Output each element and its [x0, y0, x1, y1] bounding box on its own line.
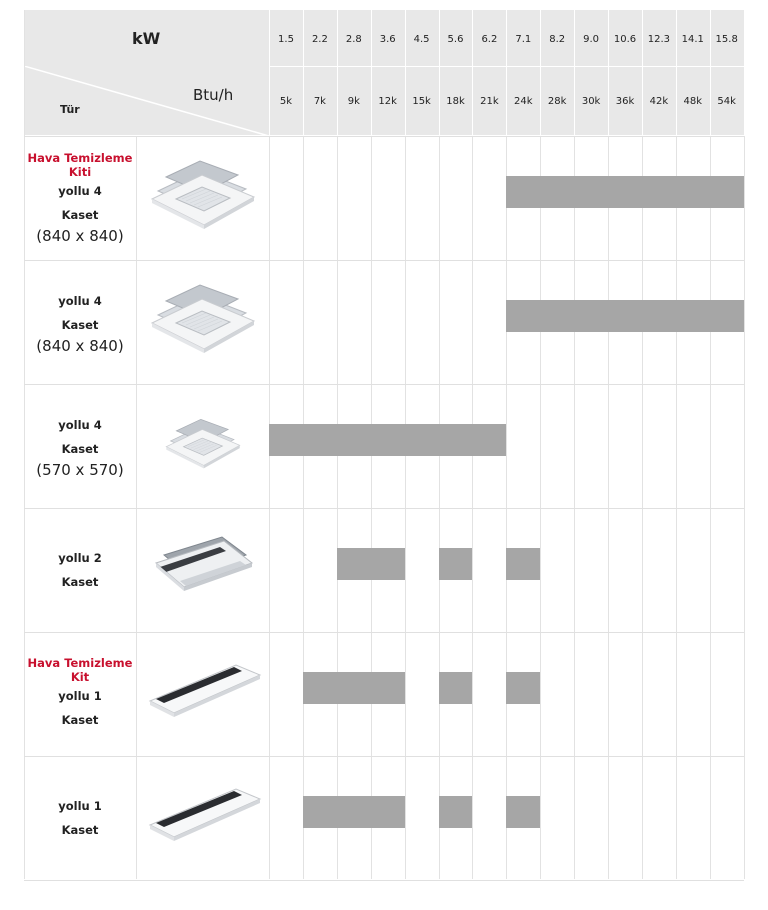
kw-tick-label: 3.6 — [379, 34, 396, 45]
kw-tick-label: 14.1 — [681, 34, 704, 45]
kw-tick-label: 9.0 — [583, 34, 600, 45]
btu-tick-label: 28k — [547, 96, 567, 107]
kw-tick-label: 6.2 — [481, 34, 498, 45]
btu-label: Btu/h — [193, 86, 234, 104]
kw-tick-label: 2.8 — [345, 34, 362, 45]
capacity-range-bar — [303, 796, 405, 828]
1-way-cassette-icon — [138, 763, 268, 873]
unit-type-label: yollu 4 — [58, 418, 102, 432]
type-label: Tür — [60, 103, 80, 116]
capacity-range-bar — [506, 548, 540, 580]
grid-hline — [24, 508, 744, 509]
grid-hline — [24, 756, 744, 757]
unit-type-label: Kaset — [61, 208, 99, 222]
kw-tick-label: 12.3 — [647, 34, 671, 45]
grid-hline — [24, 260, 744, 261]
btu-tick-label: 36k — [615, 96, 635, 107]
kit-label: Kiti — [68, 165, 92, 179]
btu-tick-label: 30k — [581, 96, 601, 107]
grid-hline-header — [269, 66, 744, 67]
capacity-range-bar — [506, 672, 540, 704]
btu-tick-label: 42k — [649, 96, 669, 107]
kit-label: Hava Temizleme — [27, 656, 133, 670]
unit-size-label: (840 x 840) — [36, 227, 124, 245]
grid-hline — [24, 136, 744, 137]
kw-tick-label: 1.5 — [278, 34, 294, 45]
grid-hline — [24, 880, 744, 881]
unit-type-label: yollu 2 — [58, 551, 102, 565]
btu-tick-label: 21k — [480, 96, 499, 107]
kw-tick-label: 7.1 — [515, 34, 532, 45]
btu-tick-label: 54k — [717, 96, 736, 107]
unit-type-label: Kaset — [61, 713, 99, 727]
kw-tick-label: 8.2 — [549, 34, 566, 45]
btu-tick-label: 12k — [378, 96, 397, 107]
kw-tick-label: 5.6 — [447, 34, 464, 45]
capacity-range-bar — [506, 796, 540, 828]
capacity-range-bar — [269, 424, 506, 456]
unit-type-label: Kaset — [61, 575, 99, 589]
unit-type-label: yollu 1 — [58, 799, 102, 813]
capacity-range-bar — [439, 796, 473, 828]
1-way-cassette-icon — [138, 639, 268, 749]
unit-size-label: (840 x 840) — [36, 337, 124, 355]
btu-tick-label: 9k — [347, 96, 360, 107]
capacity-range-bar — [439, 548, 473, 580]
unit-type-label: yollu 4 — [58, 294, 102, 308]
kw-tick-label: 2.2 — [311, 34, 328, 45]
unit-type-label: Kaset — [61, 442, 99, 456]
grid-vline-body — [744, 136, 745, 879]
kit-label: Hava Temizleme — [27, 151, 133, 165]
btu-tick-label: 18k — [446, 96, 465, 107]
btu-tick-label: 15k — [412, 96, 431, 107]
grid-hline — [24, 632, 744, 633]
4-way-cassette-compact-icon — [138, 391, 268, 501]
capacity-range-bar — [337, 548, 405, 580]
btu-tick-label: 5k — [279, 96, 293, 107]
capacity-range-bar — [439, 672, 473, 704]
unit-type-label: yollu 1 — [58, 689, 102, 703]
capacity-range-bar — [506, 176, 743, 208]
unit-type-label: Kaset — [61, 318, 99, 332]
capacity-range-bar — [303, 672, 405, 704]
btu-tick-label: 24k — [514, 96, 533, 107]
btu-tick-label: 7k — [313, 96, 326, 107]
unit-type-label: Kaset — [61, 823, 99, 837]
kw-tick-label: 15.8 — [715, 34, 738, 45]
header-diagonal — [24, 66, 269, 136]
kw-label: kW — [132, 29, 161, 48]
4-way-cassette-large-icon — [138, 267, 268, 377]
4-way-cassette-large-icon — [138, 143, 268, 253]
grid-hline — [24, 384, 744, 385]
kit-label: Kit — [70, 670, 90, 684]
kw-tick-label: 10.6 — [613, 34, 637, 45]
capacity-range-bar — [506, 300, 743, 332]
kw-tick-label: 4.5 — [413, 34, 430, 45]
unit-type-label: yollu 4 — [58, 184, 102, 198]
unit-size-label: (570 x 570) — [36, 461, 124, 479]
2-way-cassette-icon — [138, 515, 268, 625]
btu-tick-label: 48k — [683, 96, 703, 107]
